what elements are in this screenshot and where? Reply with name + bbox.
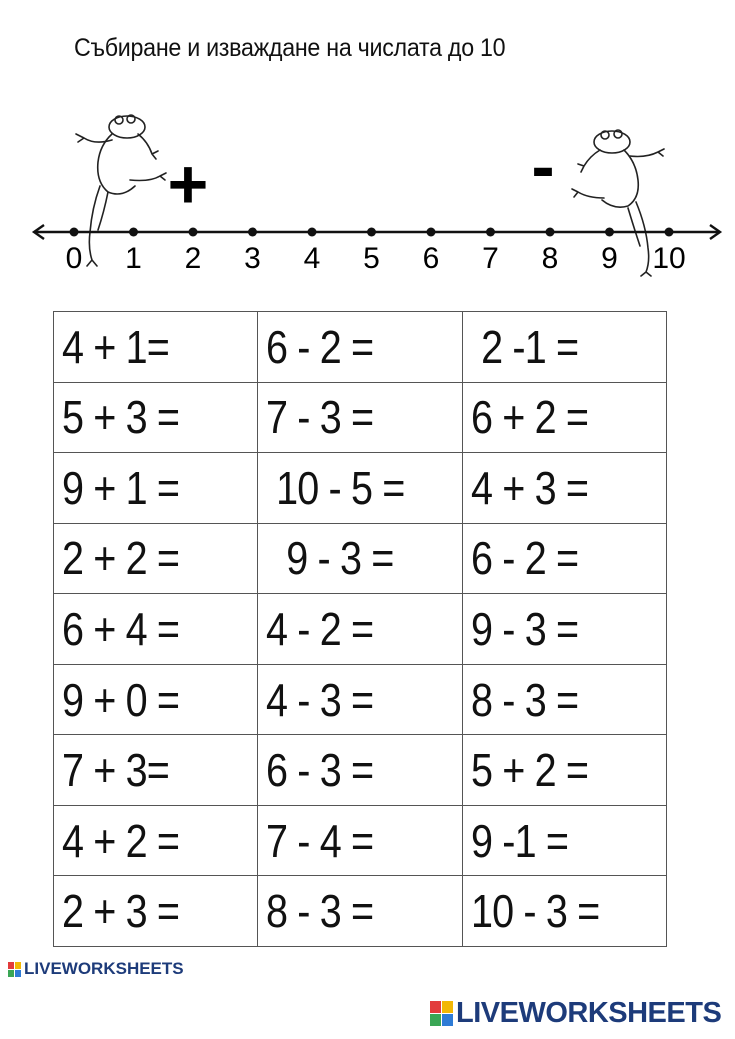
exercise-expression: 9 + 0 = xyxy=(62,673,180,726)
exercise-expression: 5 + 3 = xyxy=(62,391,180,444)
number-line-label: 8 xyxy=(541,242,559,275)
number-line xyxy=(0,100,735,290)
exercise-cell[interactable] xyxy=(258,735,462,806)
exercise-cell[interactable] xyxy=(462,523,666,594)
number-line-point xyxy=(546,228,555,237)
exercise-row xyxy=(54,594,667,665)
frog-right-icon xyxy=(572,130,664,276)
liveworksheets-logo-icon xyxy=(430,1001,453,1026)
exercise-expression: 4 + 3 = xyxy=(470,461,588,514)
number-line-label: 5 xyxy=(363,242,380,275)
exercise-expression: 2 + 2 = xyxy=(62,532,180,585)
number-line-label: 7 xyxy=(482,242,499,275)
exercise-cell[interactable] xyxy=(54,453,258,524)
exercise-cell[interactable] xyxy=(54,594,258,665)
exercise-row xyxy=(54,876,667,947)
exercise-cell[interactable] xyxy=(462,735,666,806)
exercise-cell[interactable] xyxy=(258,876,462,947)
exercise-cell[interactable] xyxy=(258,382,462,453)
exercise-expression: 9 - 3 = xyxy=(470,602,578,655)
exercise-expression: 6 + 2 = xyxy=(470,391,588,444)
number-line-label: 3 xyxy=(244,242,261,275)
exercise-cell[interactable] xyxy=(54,876,258,947)
exercise-expression: 6 + 4 = xyxy=(62,602,180,655)
frog-left-icon xyxy=(76,115,166,266)
exercise-cell[interactable] xyxy=(258,453,462,524)
number-line-label: 0 xyxy=(65,242,83,275)
exercise-cell[interactable] xyxy=(258,523,462,594)
number-line-label: 10 xyxy=(652,242,686,275)
exercise-expression: 9 -1 = xyxy=(470,814,568,867)
number-line-label: 4 xyxy=(303,242,321,275)
exercise-row xyxy=(54,453,667,524)
liveworksheets-watermark-large xyxy=(430,997,721,1030)
number-line-label: 1 xyxy=(125,242,142,275)
liveworksheets-watermark-small xyxy=(8,959,184,979)
exercise-expression: 8 - 3 = xyxy=(470,673,578,726)
plus-sign: + xyxy=(167,145,209,223)
number-line-label: 2 xyxy=(184,242,202,275)
exercise-cell[interactable] xyxy=(462,594,666,665)
number-line-point xyxy=(605,228,614,237)
exercise-expression: 6 - 2 = xyxy=(266,320,374,373)
number-line-point xyxy=(248,228,257,237)
exercise-cell[interactable] xyxy=(462,664,666,735)
exercise-table xyxy=(53,311,667,947)
exercise-cell[interactable] xyxy=(54,735,258,806)
number-line-point xyxy=(486,228,495,237)
exercise-expression: 7 + 3= xyxy=(62,744,170,797)
exercise-expression: 10 - 5 = xyxy=(266,461,405,514)
number-line-point xyxy=(427,228,436,237)
number-line-point xyxy=(129,228,138,237)
minus-sign: - xyxy=(531,127,555,205)
exercise-expression: 2 -1 = xyxy=(470,320,578,373)
exercise-expression: 9 - 3 = xyxy=(266,532,394,585)
exercise-expression: 9 + 1 = xyxy=(62,461,180,514)
exercise-cell[interactable] xyxy=(258,312,462,383)
number-line-label: 9 xyxy=(601,242,618,275)
exercise-expression: 7 - 3 = xyxy=(266,391,374,444)
exercise-row xyxy=(54,664,667,735)
number-line-label: 6 xyxy=(422,242,440,275)
number-line-point xyxy=(189,228,198,237)
exercise-cell[interactable] xyxy=(258,805,462,876)
exercise-expression: 8 - 3 = xyxy=(266,885,374,938)
watermark-text: LIVEWORKSHEETS xyxy=(456,997,722,1029)
worksheet-title: Събиране и изваждане на числата до 10 xyxy=(74,34,506,62)
exercise-expression: 4 - 3 = xyxy=(266,673,374,726)
exercise-row xyxy=(54,735,667,806)
number-line-point xyxy=(665,228,674,237)
exercise-cell[interactable] xyxy=(258,594,462,665)
exercise-cell[interactable] xyxy=(462,876,666,947)
exercise-cell[interactable] xyxy=(54,523,258,594)
exercise-row xyxy=(54,382,667,453)
exercise-row xyxy=(54,523,667,594)
liveworksheets-logo-icon xyxy=(8,962,21,977)
number-line-point xyxy=(70,228,79,237)
exercise-cell[interactable] xyxy=(462,805,666,876)
exercise-cell[interactable] xyxy=(54,312,258,383)
exercise-expression: 7 - 4 = xyxy=(266,814,374,867)
exercise-row xyxy=(54,805,667,876)
exercise-cell[interactable] xyxy=(462,382,666,453)
exercise-expression: 6 - 3 = xyxy=(266,744,374,797)
exercise-expression: 6 - 2 = xyxy=(470,532,578,585)
exercise-cell[interactable] xyxy=(54,805,258,876)
exercise-cell[interactable] xyxy=(462,453,666,524)
exercise-cell[interactable] xyxy=(54,382,258,453)
exercise-expression: 4 - 2 = xyxy=(266,602,374,655)
exercise-expression: 4 + 2 = xyxy=(62,814,180,867)
watermark-text: LIVEWORKSHEETS xyxy=(24,959,184,978)
exercise-row xyxy=(54,312,667,383)
exercise-cell[interactable] xyxy=(462,312,666,383)
exercise-cell[interactable] xyxy=(258,664,462,735)
exercise-cell[interactable] xyxy=(54,664,258,735)
number-line-point xyxy=(308,228,317,237)
number-line-illustration xyxy=(0,100,735,290)
exercise-expression: 2 + 3 = xyxy=(62,885,180,938)
number-line-point xyxy=(367,228,376,237)
exercise-expression: 5 + 2 = xyxy=(470,744,588,797)
exercise-expression: 10 - 3 = xyxy=(470,885,600,938)
exercise-expression: 4 + 1= xyxy=(62,320,170,373)
